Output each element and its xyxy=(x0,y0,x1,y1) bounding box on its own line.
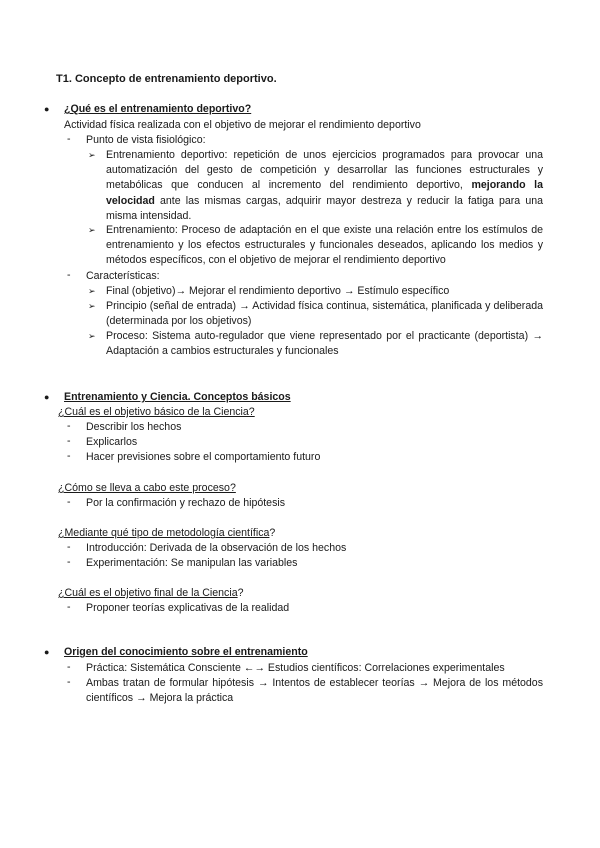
page-title: T1. Concepto de entrenamiento deportivo. xyxy=(56,73,277,85)
q4-item: Proponer teorías explicativas de la realidad xyxy=(86,602,290,614)
car-item-2: Principio (señal de entrada) → Actividad física continua, sistemática, planificada y deliberada (determinada por los objetivos) xyxy=(106,300,543,328)
origin-item-2: Ambas tratan de formular hipótesis → Intentos de establecer teorías → Mejora de los métodos científicos → Mejora la práctica xyxy=(86,677,543,705)
pv-item-1: Entrenamiento deportivo: repetición de unos ejercicios programados para provocar una automatización del gesto de competición y desarrollar las funciones estructurales y metabólicas que conducen al incremento del rendimiento deportivo, mejorando la velocidad ante las mismas cargas, adquirir mayor destreza y reducir la fatiga para una misma intensidad. xyxy=(106,149,544,222)
arrow-bullet-icon: ➢ xyxy=(88,331,96,341)
q3-item: Experimentación: Se manipulan las variables xyxy=(86,557,298,569)
section-heading-3: Origen del conocimiento sobre el entrenamiento xyxy=(64,646,308,658)
dash-icon: - xyxy=(67,556,71,568)
section-heading-2: Entrenamiento y Ciencia. Conceptos básicos xyxy=(64,391,291,403)
arrow-bullet-icon: ➢ xyxy=(88,225,96,235)
q1-item: Explicarlos xyxy=(86,436,138,448)
question-3: ¿Mediante qué tipo de metodología científica? xyxy=(58,527,276,539)
dash-icon: - xyxy=(67,601,71,613)
pv-label: Punto de vista fisiológico: xyxy=(86,134,206,146)
car-item-1: Final (objetivo)→ Mejorar el rendimiento deportivo → Estímulo específico xyxy=(106,285,450,297)
bullet-icon: ● xyxy=(44,104,50,114)
car-label: Características: xyxy=(86,270,160,282)
dash-icon: - xyxy=(67,450,71,462)
q1-item: Hacer previsiones sobre el comportamiento futuro xyxy=(86,451,321,463)
dash-icon: - xyxy=(67,133,71,145)
arrow-bullet-icon: ➢ xyxy=(88,286,96,296)
dash-icon: - xyxy=(67,435,71,447)
dash-icon: - xyxy=(67,496,71,508)
question-1: ¿Cuál es el objetivo básico de la Ciencia? xyxy=(58,406,255,418)
q1-item: Describir los hechos xyxy=(86,421,182,433)
question-2: ¿Cómo se lleva a cabo este proceso? xyxy=(58,482,236,494)
bullet-icon: ● xyxy=(44,392,50,402)
origin-item-1: Práctica: Sistemática Consciente ←→ Estudios científicos: Correlaciones experimentales xyxy=(86,662,505,674)
q2-item: Por la confirmación y rechazo de hipótesis xyxy=(86,497,286,509)
dash-icon: - xyxy=(67,269,71,281)
question-4: ¿Cuál es el objetivo final de la Ciencia? xyxy=(58,587,244,599)
dash-icon: - xyxy=(67,676,71,688)
arrow-bullet-icon: ➢ xyxy=(88,150,96,160)
car-item-3: Proceso: Sistema auto-regulador que viene representado por el practicante (deportista) → Adaptación a cambios estructurales y funcionales xyxy=(106,330,543,358)
section-heading-1: ¿Qué es el entrenamiento deportivo? xyxy=(64,103,252,115)
bullet-icon: ● xyxy=(44,647,50,657)
dash-icon: - xyxy=(67,661,71,673)
pv-item-2: Entrenamiento: Proceso de adaptación en el que existe una relación entre los estímulos de entrenamiento y los efectos estructurales y funcionales deseados, aplicando los medios y métodos específicos, con el objetivo de mejorar el rendimiento deportivo xyxy=(106,224,543,267)
arrow-bullet-icon: ➢ xyxy=(88,301,96,311)
section-1-intro: Actividad física realizada con el objetivo de mejorar el rendimiento deportivo xyxy=(64,119,421,131)
dash-icon: - xyxy=(67,420,71,432)
dash-icon: - xyxy=(67,541,71,553)
q3-item: Introducción: Derivada de la observación de los hechos xyxy=(86,542,347,554)
